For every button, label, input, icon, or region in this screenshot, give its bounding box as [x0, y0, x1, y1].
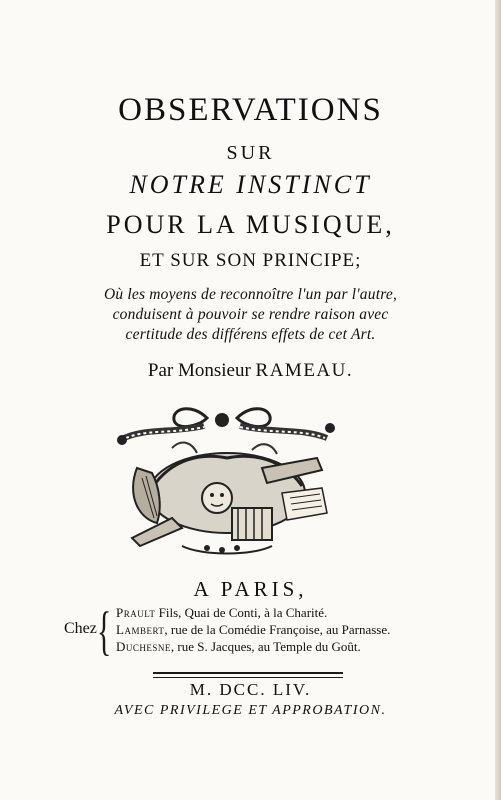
author-prefix: Par Monsieur [147, 360, 251, 381]
musical-trophy-ornament-icon [112, 398, 352, 560]
imprint-date: M. DCC. LIV. [189, 680, 312, 699]
description-line-3: certitude des différens effets de cet Art. [125, 326, 376, 343]
publisher-name: Duchesne [116, 639, 171, 654]
imprint-chez: Chez [64, 620, 97, 637]
publisher-line [116, 622, 390, 638]
author-line [0, 360, 501, 382]
book-title-main: OBSERVATIONS [118, 92, 383, 128]
imprint-privilege: AVEC PRIVILEGE ET APPROBATION. [114, 703, 387, 718]
publisher-address: , rue S. Jacques, au Temple du Goût. [170, 639, 361, 654]
book-title-musique: POUR LA MUSIQUE, [106, 210, 395, 239]
publisher-line [116, 639, 361, 655]
publisher-address: Fils, Quai de Conti, à la Charité. [158, 605, 328, 620]
publisher-address: , rue de la Comédie Françoise, au Parnasse. [164, 622, 391, 637]
left-brace-icon: { [97, 601, 112, 661]
imprint-city: A PARIS, [193, 577, 308, 601]
book-title-sur: SUR [226, 142, 275, 164]
author-name: RAMEAU. [255, 360, 354, 381]
book-title-instinct: NOTRE INSTINCT [129, 170, 372, 199]
description-line-1: Où les moyens de reconnoître l'un par l'autre, [103, 286, 398, 303]
publisher-name: Prault [116, 605, 156, 620]
description-line-2: conduisent à pouvoir se rendre raison avec [112, 306, 389, 323]
book-title-principe: ET SUR SON PRINCIPE; [139, 250, 362, 271]
publisher-line [116, 605, 327, 621]
publisher-name: Lambert [116, 622, 165, 637]
